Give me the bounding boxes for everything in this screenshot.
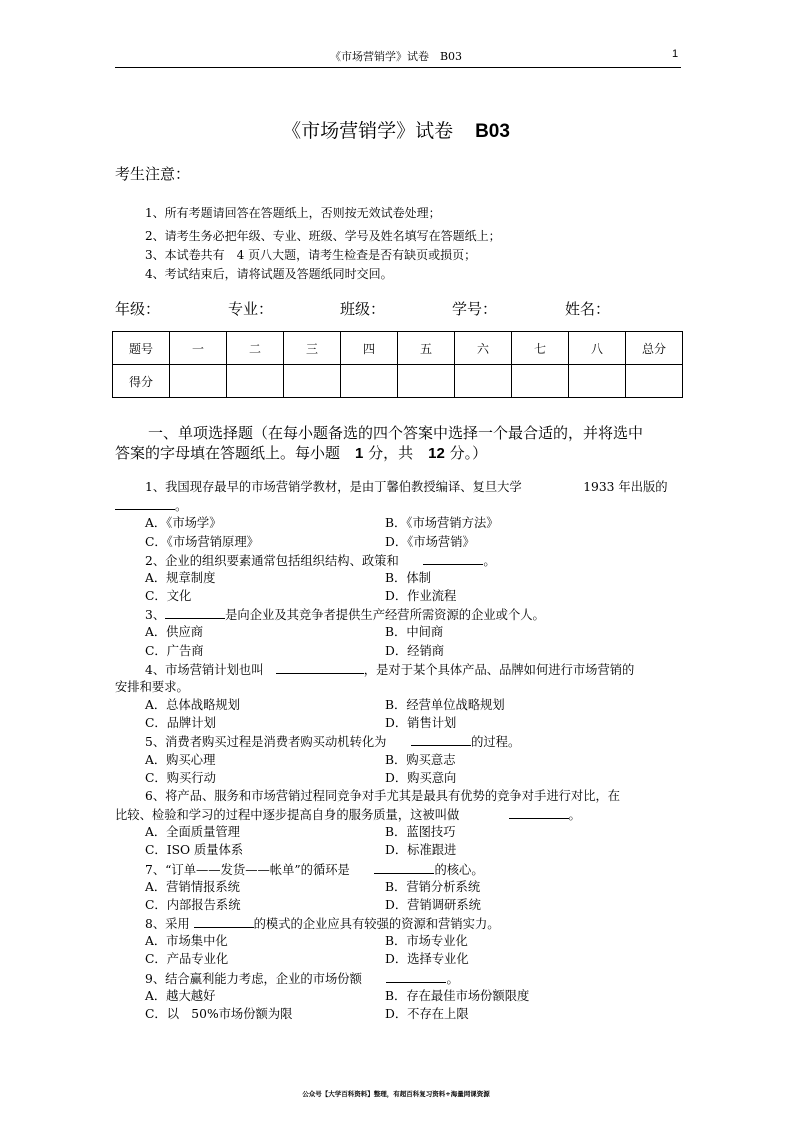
score-cell bbox=[341, 365, 398, 398]
score-cell bbox=[512, 365, 569, 398]
stem-text: 的模式的企业应具有较强的资源和营销实力。 bbox=[253, 917, 500, 932]
option-d: D．购买意向 bbox=[385, 770, 457, 785]
section-text: 分，共 bbox=[368, 444, 429, 462]
score-table-header-row bbox=[113, 332, 683, 365]
score-table-score-row bbox=[113, 365, 683, 398]
stem-text: 的过程。 bbox=[471, 735, 521, 750]
stem-text: ，是对于某个具体产品、品牌如何进行市场营销的 bbox=[363, 662, 635, 677]
option-c: C．《市场营销原理》 bbox=[145, 534, 259, 549]
option-c: C．内部报告系统 bbox=[145, 897, 241, 912]
option-a: A．全面质量管理 bbox=[145, 825, 240, 840]
question-stem bbox=[145, 788, 620, 804]
option-c: C．ISO 质量体系 bbox=[145, 843, 244, 858]
header-cell: 六 bbox=[455, 332, 512, 365]
option-c: C．产品专业化 bbox=[145, 952, 229, 967]
notice-item: 2、请考生务必把年级、专业、班级、学号及姓名填写在答题纸上； bbox=[145, 229, 501, 243]
stem-text: 7、“订单——发货——帐单”的循环是 bbox=[145, 862, 375, 877]
option-d: D．选择专业化 bbox=[385, 952, 469, 967]
answer-blank bbox=[276, 661, 364, 674]
question-stem bbox=[115, 497, 187, 514]
score-cell bbox=[227, 365, 284, 398]
field-major: 专业： bbox=[228, 300, 274, 318]
field-student-id: 学号： bbox=[452, 300, 498, 318]
page-number: 1 bbox=[672, 48, 679, 60]
answer-blank bbox=[165, 606, 225, 619]
score-cell bbox=[284, 365, 341, 398]
score-table bbox=[112, 331, 683, 398]
option-c: C．以 50%市场份额为限 bbox=[145, 1006, 293, 1021]
header-cell: 五 bbox=[398, 332, 455, 365]
option-b: B．《市场营销方法》 bbox=[385, 516, 499, 531]
option-d: D．《市场营销》 bbox=[385, 534, 475, 549]
option-b: B．体制 bbox=[385, 570, 431, 585]
question-stem bbox=[115, 679, 189, 695]
question-stem bbox=[145, 970, 459, 987]
question-stem bbox=[145, 861, 484, 878]
stem-text: 3、 bbox=[145, 608, 166, 623]
answer-blank bbox=[194, 915, 254, 928]
option-d: D．销售计划 bbox=[385, 716, 457, 731]
header-cell: 一 bbox=[170, 332, 227, 365]
title-main: 《市场营销学》试卷 bbox=[282, 120, 454, 142]
answer-blank bbox=[386, 970, 446, 983]
score-cell bbox=[170, 365, 227, 398]
option-a: A．《市场学》 bbox=[145, 516, 222, 531]
stem-text: 。 bbox=[568, 808, 581, 823]
header-cell: 题号 bbox=[113, 332, 170, 365]
option-a: A．购买心理 bbox=[145, 752, 216, 767]
option-a: A．市场集中化 bbox=[145, 934, 228, 949]
field-class: 班级： bbox=[340, 300, 386, 318]
question-stem bbox=[145, 661, 634, 678]
option-c: C．广告商 bbox=[145, 643, 204, 658]
stem-text: 的核心。 bbox=[434, 862, 484, 877]
points-each: 1 bbox=[355, 445, 364, 462]
option-a: A．供应商 bbox=[145, 625, 204, 640]
option-b: B．存在最佳市场份额限度 bbox=[385, 988, 530, 1003]
answer-blank bbox=[115, 497, 175, 510]
option-a: A．营销情报系统 bbox=[145, 879, 240, 894]
stem-text: 。 bbox=[483, 553, 496, 568]
header-cell: 总分 bbox=[626, 332, 683, 365]
notice-item: 3、本试卷共有 4 页八大题，请考生检查是否有缺页或损页； bbox=[145, 248, 477, 262]
question-stem bbox=[115, 806, 581, 823]
field-name: 姓名： bbox=[565, 300, 611, 318]
stem-text: 6、将产品、服务和市场营销过程同竞争对手尤其是最具有优势的竞争对手进行对比，在 bbox=[145, 788, 621, 803]
option-d: D．经销商 bbox=[385, 643, 445, 658]
stem-text: 5、消费者购买过程是消费者购买动机转化为 bbox=[145, 735, 412, 750]
section-text: 分。） bbox=[449, 444, 488, 462]
option-a: A．总体战略规划 bbox=[145, 698, 240, 713]
question-stem bbox=[145, 552, 496, 569]
option-d: D．标准跟进 bbox=[385, 843, 457, 858]
question-stem bbox=[145, 915, 500, 932]
section-heading-line2 bbox=[115, 442, 487, 463]
notice-item: 1、所有考题请回答在答题纸上，否则按无效试卷处理； bbox=[145, 206, 441, 220]
header-rule bbox=[115, 67, 681, 68]
running-header: 《市场营销学》试卷 B03 bbox=[329, 50, 463, 63]
stem-text: 。 bbox=[175, 499, 188, 514]
footer-note: 公众号【大学百科资料】整理，有超百科复习资料+海量网课资源 bbox=[302, 1090, 490, 1098]
answer-blank bbox=[411, 733, 471, 746]
stem-text: 安排和要求。 bbox=[115, 679, 189, 694]
stem-text: 。 bbox=[446, 971, 459, 986]
title-code: B03 bbox=[475, 121, 510, 142]
notice-item: 4、考试结束后，请将试题及答题纸同时交回。 bbox=[145, 267, 393, 281]
answer-blank bbox=[374, 861, 434, 874]
field-grade: 年级： bbox=[115, 300, 161, 318]
header-cell: 四 bbox=[341, 332, 398, 365]
option-a: A．越大越好 bbox=[145, 988, 216, 1003]
option-b: B．购买意志 bbox=[385, 752, 456, 767]
score-cell bbox=[398, 365, 455, 398]
stem-text: 9、结合赢利能力考虑，企业的市场份额 bbox=[145, 971, 387, 986]
option-d: D．营销调研系统 bbox=[385, 897, 481, 912]
section-heading-line1: 一、单项选择题（在每小题备选的四个答案中选择一个最合适的，并将选中 bbox=[148, 424, 644, 442]
header-cell: 三 bbox=[284, 332, 341, 365]
stem-text: 4、市场营销计划也叫 bbox=[145, 662, 276, 677]
option-b: B．蓝图技巧 bbox=[385, 825, 456, 840]
answer-blank bbox=[509, 806, 569, 819]
option-c: C．文化 bbox=[145, 589, 192, 604]
question-stem bbox=[145, 606, 545, 623]
question-stem bbox=[145, 733, 520, 750]
points-total: 12 bbox=[428, 445, 445, 462]
option-b: B．经营单位战略规划 bbox=[385, 698, 505, 713]
score-cell bbox=[626, 365, 683, 398]
stem-text: 1、我国现存最早的市场营销学教材，是由丁馨伯教授编译、复旦大学 1933 年出版的 bbox=[145, 480, 668, 494]
stem-text: 8、采用 bbox=[145, 917, 194, 932]
option-d: D．作业流程 bbox=[385, 589, 457, 604]
stem-text: 是向企业及其竞争者提供生产经营所需资源的企业或个人。 bbox=[225, 608, 545, 623]
score-cell bbox=[455, 365, 512, 398]
option-c: C．购买行动 bbox=[145, 770, 216, 785]
option-b: B．营销分析系统 bbox=[385, 879, 481, 894]
option-c: C．品牌计划 bbox=[145, 716, 216, 731]
header-cell: 二 bbox=[227, 332, 284, 365]
score-cell bbox=[569, 365, 626, 398]
section-text: 答案的字母填在答题纸上。每小题 bbox=[115, 444, 356, 462]
header-cell: 八 bbox=[569, 332, 626, 365]
option-b: B．市场专业化 bbox=[385, 934, 468, 949]
option-d: D．不存在上限 bbox=[385, 1006, 469, 1021]
stem-text: 2、企业的组织要素通常包括组织结构、政策和 bbox=[145, 553, 424, 568]
option-b: B．中间商 bbox=[385, 625, 444, 640]
row-label: 得分 bbox=[113, 365, 170, 398]
page-title bbox=[0, 116, 792, 143]
header-cell: 七 bbox=[512, 332, 569, 365]
question-stem bbox=[145, 479, 668, 495]
stem-text: 比较、检验和学习的过程中逐步提高自身的服务质量，这被叫做 bbox=[115, 808, 509, 823]
notice-heading: 考生注意： bbox=[115, 165, 191, 183]
answer-blank bbox=[423, 552, 483, 565]
option-a: A．规章制度 bbox=[145, 570, 216, 585]
